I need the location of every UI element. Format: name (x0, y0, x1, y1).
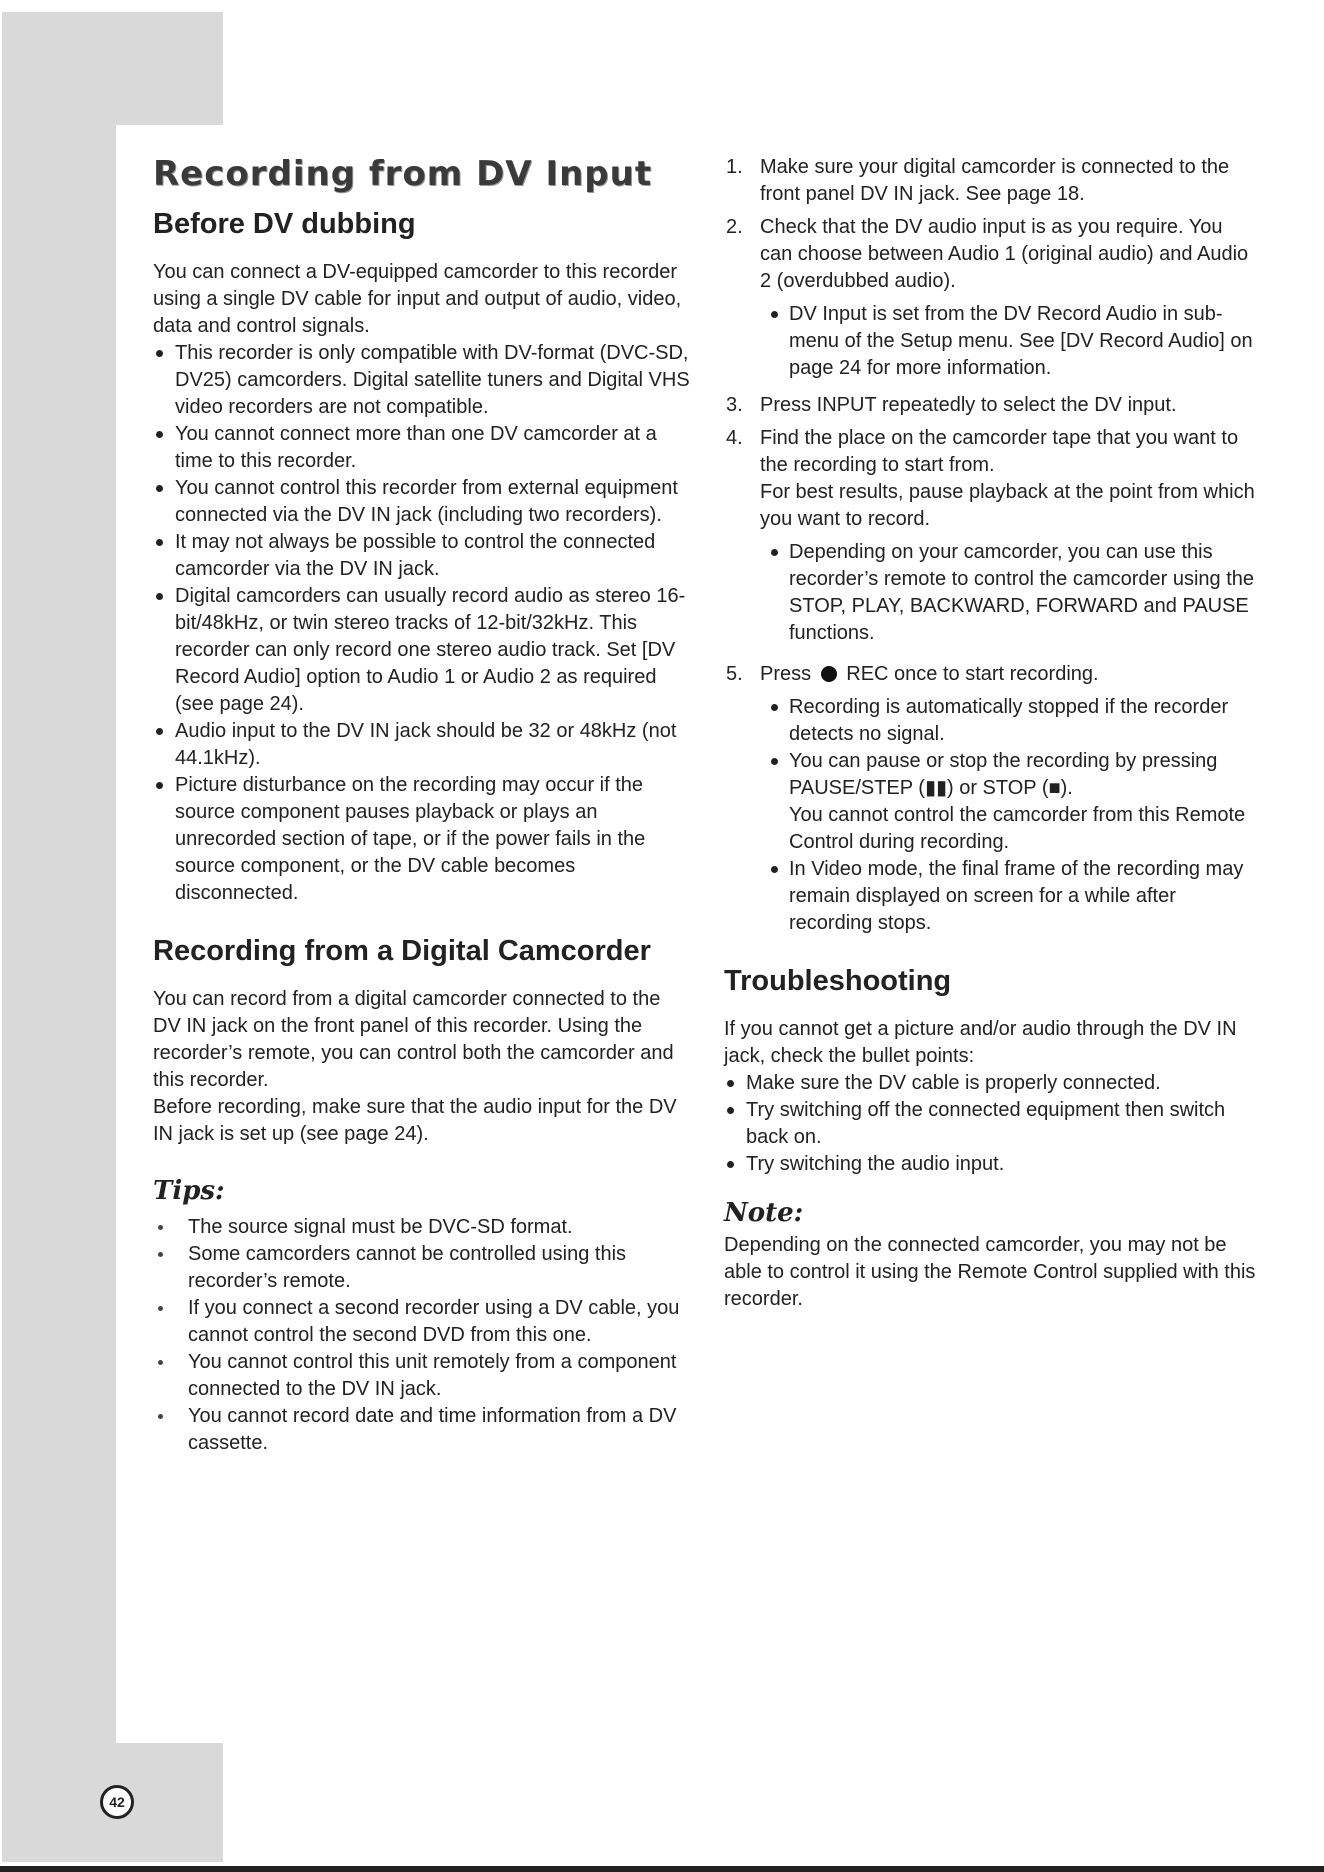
left-column (153, 150, 693, 1457)
list-item-text: You can pause or stop the recording by pressing PAUSE/STEP (▮▮) or STOP (■). (789, 750, 1218, 799)
recording-camcorder-heading: Recording from a Digital Camcorder (153, 935, 651, 967)
bottom-rule (0, 1866, 1324, 1872)
side-margin-bar (2, 12, 116, 1862)
step-text: Find the place on the camcorder tape that you want to the recording to start from. (760, 427, 1239, 476)
step-number: 5. (726, 663, 743, 685)
step-number: 1. (726, 156, 743, 178)
list-item: In Video mode, the final frame of the recording may remain displayed on screen for a while after recording stops. (760, 856, 1260, 937)
camcorder-paragraph-1: You can record from a digital camcorder connected to the DV IN jack on the front panel of this recorder. Using the recorder’s remote, you can control both the camcorder and this recorder. (153, 988, 674, 1091)
note-text: Depending on the connected camcorder, you may not be able to control it using the Remote Control supplied with this recorder. (724, 1234, 1256, 1310)
list-item: Try switching off the connected equipment then switch back on. (724, 1097, 1260, 1151)
list-item: You cannot record date and time information from a DV cassette. (153, 1403, 693, 1457)
list-item: Recording is automatically stopped if the recorder detects no signal. (760, 694, 1260, 748)
list-item: Try switching the audio input. (724, 1151, 1260, 1178)
page-number-badge: 42 (100, 1785, 134, 1819)
before-dv-dubbing-heading: Before DV dubbing (153, 208, 416, 240)
step-5-sublist (760, 694, 1260, 937)
list-item: You cannot control this unit remotely from a component connected to the DV IN jack. (153, 1349, 693, 1403)
list-item: You cannot connect more than one DV camcorder at a time to this recorder. (153, 421, 693, 475)
step-4-sublist (760, 539, 1260, 647)
page-title: Recording from DV Input (153, 154, 653, 194)
step-1 (724, 154, 1260, 208)
list-item: Some camcorders cannot be controlled using this recorder’s remote. (153, 1241, 693, 1295)
step-text: Press INPUT repeatedly to select the DV input. (760, 394, 1177, 416)
step-2-sublist (760, 301, 1260, 382)
step-2 (724, 214, 1260, 382)
step-text: Check that the DV audio input is as you require. You can choose between Audio 1 (original audio) and Audio 2 (overdubbed audio). (760, 216, 1249, 292)
list-item: This recorder is only compatible with DV-format (DVC-SD, DV25) camcorders. Digital satellite tuners and Digital VHS video recorders are not compatible. (153, 340, 693, 421)
list-item: DV Input is set from the DV Record Audio in sub-menu of the Setup menu. See [DV Record Audio] on page 24 for more information. (760, 301, 1260, 382)
step-3 (724, 392, 1260, 419)
tips-list (153, 1214, 693, 1457)
list-item: It may not always be possible to control the connected camcorder via the DV IN jack. (153, 529, 693, 583)
camcorder-paragraph-2: Before recording, make sure that the audio input for the DV IN jack is set up (see page 24). (153, 1096, 677, 1145)
list-item: Audio input to the DV IN jack should be 32 or 48kHz (not 44.1kHz). (153, 718, 693, 772)
note-heading: Note: (724, 1198, 804, 1228)
list-item: Make sure the DV cable is properly connected. (724, 1070, 1260, 1097)
step-text: Make sure your digital camcorder is connected to the front panel DV IN jack. See page 18. (760, 156, 1230, 205)
list-item (760, 748, 1260, 856)
step-number: 4. (726, 427, 743, 449)
list-item: If you connect a second recorder using a DV cable, you cannot control the second DVD from this one. (153, 1295, 693, 1349)
step-5 (724, 661, 1260, 937)
right-column (724, 154, 1260, 1313)
list-item: You cannot control this recorder from external equipment connected via the DV IN jack (including two recorders). (153, 475, 693, 529)
list-item: Depending on your camcorder, you can use this recorder’s remote to control the camcorder using the STOP, PLAY, BACKWARD, FORWARD and PAUSE functions. (760, 539, 1260, 647)
troubleshooting-intro: If you cannot get a picture and/or audio through the DV IN jack, check the bullet points: (724, 1018, 1237, 1067)
step-text-post: REC once to start recording. (846, 663, 1099, 685)
list-item-extra: You cannot control the camcorder from this Remote Control during recording. (789, 804, 1246, 853)
tips-heading: Tips: (153, 1176, 225, 1206)
troubleshooting-list (724, 1070, 1260, 1178)
step-number: 2. (726, 216, 743, 238)
step-text-pre: Press (760, 663, 812, 685)
step-text-2: For best results, pause playback at the point from which you want to record. (760, 481, 1255, 530)
troubleshooting-heading: Troubleshooting (724, 965, 952, 997)
list-item: Picture disturbance on the recording may occur if the source component pauses playback or plays an unrecorded section of tape, or if the power fails in the source component, or the DV cable becomes disconnected. (153, 772, 693, 907)
steps-list (724, 154, 1260, 937)
top-tab-block (2, 12, 223, 125)
step-4 (724, 425, 1260, 647)
before-bullet-list (153, 340, 693, 907)
list-item: Digital camcorders can usually record audio as stereo 16-bit/48kHz, or twin stereo tracks of 12-bit/32kHz. This recorder can only record one stereo audio track. Set [DV Record Audio] option to Audio 1 or Audio 2 as required (see page 24). (153, 583, 693, 718)
record-dot-icon (821, 666, 837, 682)
step-number: 3. (726, 394, 743, 416)
before-intro: You can connect a DV-equipped camcorder to this recorder using a single DV cable for input and output of audio, video, data and control signals. (153, 261, 682, 337)
list-item: The source signal must be DVC-SD format. (153, 1214, 693, 1241)
